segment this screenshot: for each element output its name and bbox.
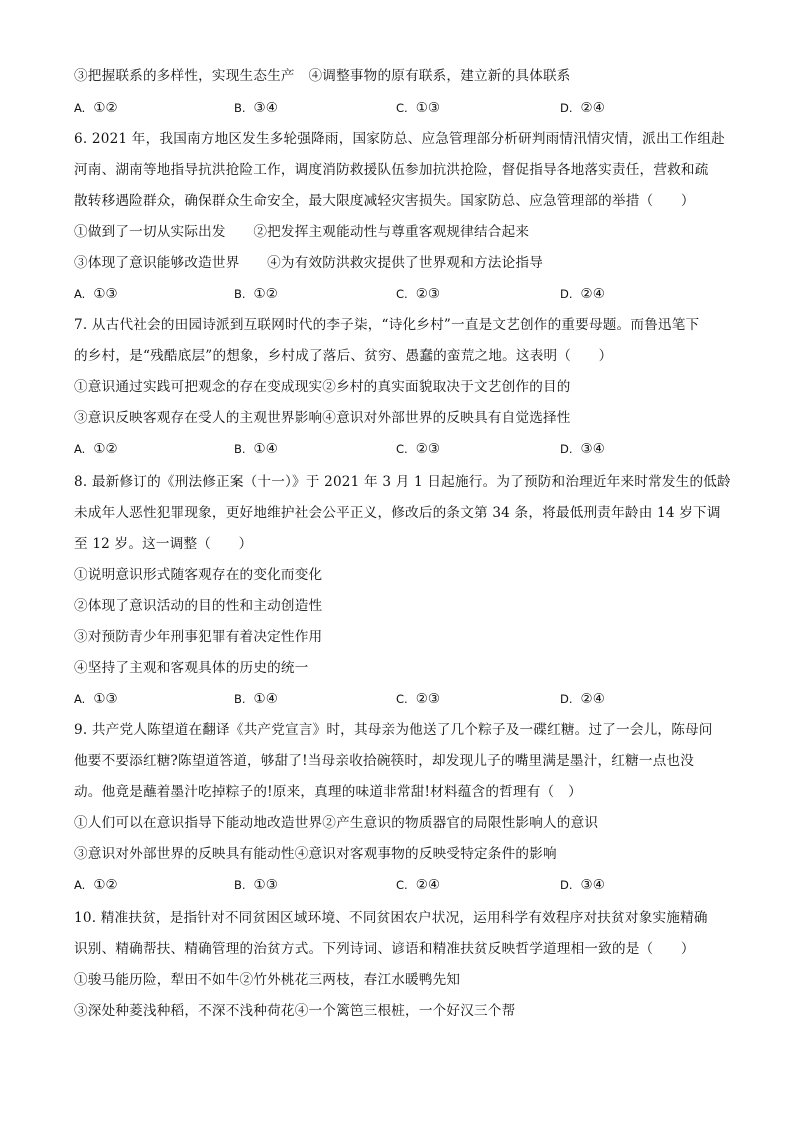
q10-statement: ①骏马能历险，犁田不如牛②竹外桃花三两枝，春江水暖鸭先知 xyxy=(74,972,461,988)
q6-option-d[interactable]: D. ②④ xyxy=(560,286,605,302)
q8-option-d[interactable]: D. ②④ xyxy=(560,691,605,707)
q5-statements-line: ③把握联系的多样性，实现生态生产 ④调整事物的原有联系，建立新的具体联系 xyxy=(74,68,571,84)
q5-options xyxy=(74,98,724,118)
q10-statement: ③深处种菱浅种稻，不深不浅种荷花④一个篱笆三根桩，一个好汉三个帮 xyxy=(74,1003,516,1019)
q6-statement: ①做到了一切从实际出发 ②把发挥主观能动性与尊重客观规律结合起来 xyxy=(74,224,530,240)
q5-option-c[interactable]: C. ①③ xyxy=(396,100,441,116)
q9-stem-line: 他要不要添红糖?陈望道答道，够甜了!当母亲收拾碗筷时，却发现儿子的嘴里满是墨汁，红糖一点也没 xyxy=(74,753,695,769)
q7-options xyxy=(74,439,724,459)
q6-stem-line: 6. 2021 年，我国南方地区发生多轮强降雨，国家防总、应急管理部分析研判雨情汛情灾情，派出工作组赴 xyxy=(74,131,725,147)
q7-option-b[interactable]: B. ①④ xyxy=(234,441,278,457)
q6-option-b[interactable]: B. ①② xyxy=(234,286,278,302)
q6-stem-line: 河南、湖南等地指导抗洪抢险工作，调度消防救援队伍参加抗洪抢险，督促指导各地落实责任，营救和疏 xyxy=(74,162,709,178)
q9-option-a[interactable]: A. ①② xyxy=(74,877,118,893)
q9-statement: ①人们可以在意识指导下能动地改造世界②产生意识的物质器官的局限性影响人的意识 xyxy=(74,815,599,831)
q10-stem-line: 识别、精确帮扶、精确管理的治贫方式。下列诗词、谚语和精准扶贫反映哲学道理相一致的是（ ） xyxy=(74,941,695,957)
q6-option-a[interactable]: A. ①③ xyxy=(74,286,118,302)
q6-option-c[interactable]: C. ②③ xyxy=(396,286,441,302)
q6-statement: ③体现了意识能够改造世界 ④为有效防洪救灾提供了世界观和方法论指导 xyxy=(74,255,543,271)
q9-option-b[interactable]: B. ①③ xyxy=(234,877,278,893)
q9-options xyxy=(74,875,724,895)
q8-statement: ③对预防青少年刑事犯罪有着决定性作用 xyxy=(74,629,323,645)
q9-stem-line: 9. 共产党人陈望道在翻译《共产党宣言》时，其母亲为他送了几个粽子及一碟红糖。过了一会儿，陈母问 xyxy=(74,722,713,738)
q5-option-b[interactable]: B. ③④ xyxy=(234,100,278,116)
q9-option-d[interactable]: D. ③④ xyxy=(560,877,605,893)
q8-options xyxy=(74,689,724,709)
q8-statement: ④坚持了主观和客观具体的历史的统一 xyxy=(74,660,309,676)
q7-option-d[interactable]: D. ③④ xyxy=(560,441,605,457)
q8-stem-line: 未成年人恶性犯罪现象，更好地维护社会公平正义，修改后的条文第 34 条，将最低刑责年龄由 14 岁下调 xyxy=(74,505,721,521)
q9-statement: ③意识对外部世界的反映具有能动性④意识对客观事物的反映受特定条件的影响 xyxy=(74,846,557,862)
q7-option-c[interactable]: C. ②③ xyxy=(396,441,441,457)
q8-statement: ②体现了意识活动的目的性和主动创造性 xyxy=(74,598,323,614)
q8-option-b[interactable]: B. ①④ xyxy=(234,691,278,707)
q8-stem-line: 8. 最新修订的《刑法修正案（十一）》于 2021 年 3 月 1 日起施行。为了预防和治理近年来时常发生的低龄 xyxy=(74,474,731,490)
q7-stem-line: 7. 从古代社会的田园诗派到互联网时代的李子柒，“诗化乡村”一直是文艺创作的重要母题。而鲁迅笔下 xyxy=(74,317,700,333)
q8-option-c[interactable]: C. ②③ xyxy=(396,691,441,707)
q6-stem-line: 散转移遇险群众，确保群众生命安全，最大限度减轻灾害损失。国家防总、应急管理部的举措（ ） xyxy=(74,193,695,209)
q8-stem-line: 至 12 岁。这一调整（ ） xyxy=(74,536,253,552)
q10-stem-line: 10. 精准扶贫，是指针对不同贫困区域环境、不同贫困农户状况，运用科学有效程序对扶贫对象实施精确 xyxy=(74,910,708,926)
q5-option-a[interactable]: A. ①② xyxy=(74,100,118,116)
q5-option-d[interactable]: D. ②④ xyxy=(560,100,605,116)
q6-options xyxy=(74,284,724,304)
q7-statement: ③意识反映客观存在受人的主观世界影响④意识对外部世界的反映具有自觉选择性 xyxy=(74,410,571,426)
q9-stem-line: 动。他竟是蘸着墨汁吃掉粽子的!原来，真理的味道非常甜!材料蕴含的哲理有（ ） xyxy=(74,784,582,800)
q8-option-a[interactable]: A. ①③ xyxy=(74,691,118,707)
q7-option-a[interactable]: A. ①② xyxy=(74,441,118,457)
q7-statement: ①意识通过实践可把观念的存在变成现实②乡村的真实面貌取决于文艺创作的目的 xyxy=(74,379,571,395)
q9-option-c[interactable]: C. ②④ xyxy=(396,877,441,893)
q7-stem-line: 的乡村，是“残酷底层”的想象，乡村成了落后、贫穷、愚蠢的蛮荒之地。这表明（ ） xyxy=(74,348,613,364)
q8-statement: ①说明意识形式随客观存在的变化而变化 xyxy=(74,567,323,583)
